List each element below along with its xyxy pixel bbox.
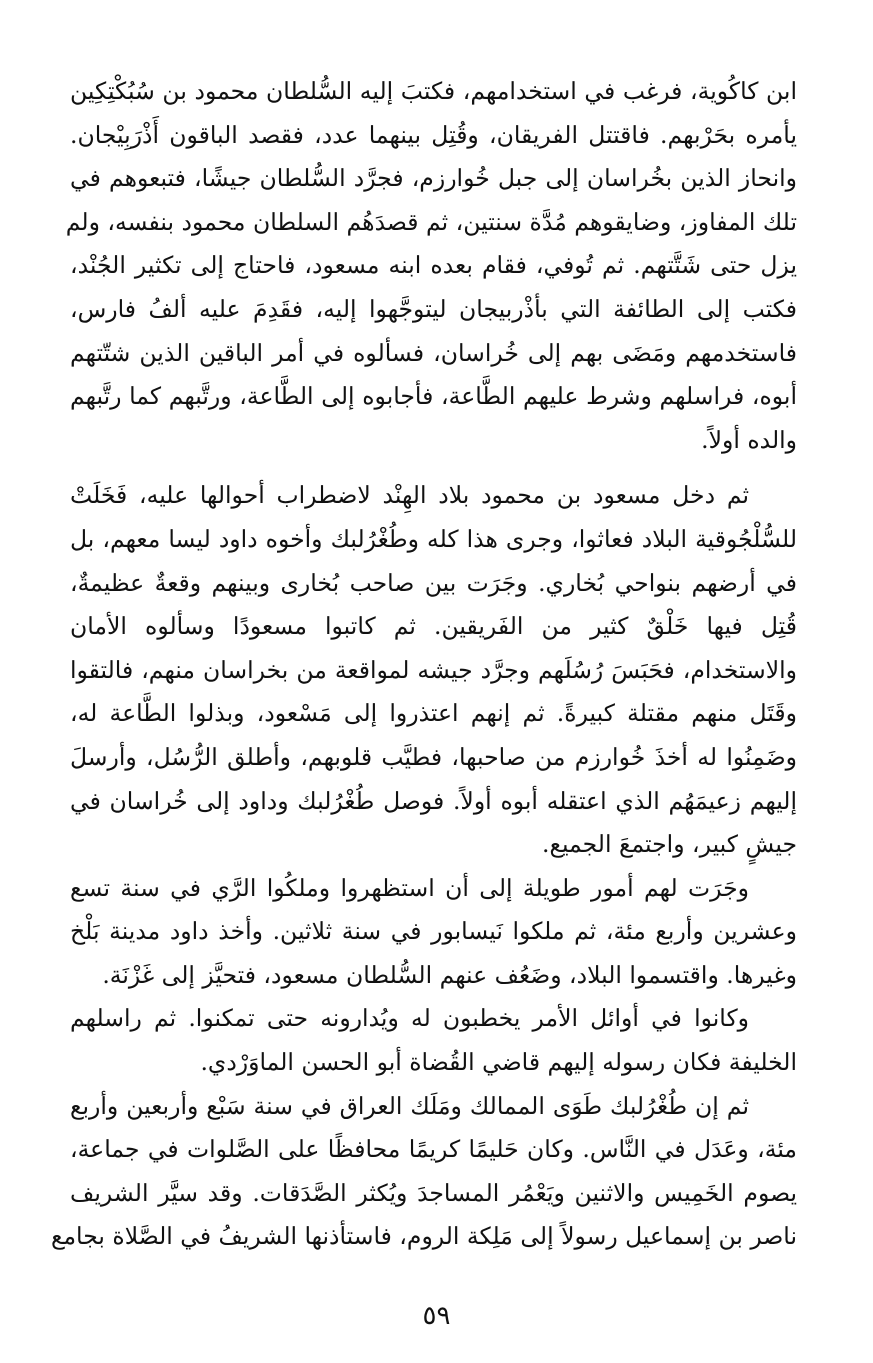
text-line: وجَرَت لهم أمور طويلة إلى أن استظهروا وملكُوا الرَّي في سنة تسع (70, 873, 749, 902)
text-line: للسُّلْجُوقية البلاد فعاثوا، وجرى هذا كله وطُغْرُلبك وأخوه داود ليسا معهم، بل (70, 524, 797, 553)
text-line: قُتِل فيها خَلْقٌ كثير من الفَريقين. ثم كاتبوا مسعودًا وسألوه الأمان (70, 612, 797, 641)
text-line: وانحاز الذين بخُراسان إلى جبل خُوارزم، فجرَّد السُّلطان جيشًا، فتبعوهم في (70, 164, 797, 193)
text-line: ثم دخل مسعود بن محمود بلاد الهِنْد لاضطراب أحوالها عليه، فَخَلَتْ (70, 481, 749, 510)
paragraph-gap (70, 462, 797, 474)
text-line: وعشرين وأربع مئة، ثم ملكوا نَيسابور في سنة ثلاثين. وأخذ داود مدينة بَلْخ (70, 917, 797, 946)
text-line: وضَمِنُوا له أخذَ خُوارزم من صاحبها، فطيَّب قلوبهم، وأطلق الرُّسُل، وأرسلَ (70, 742, 797, 771)
text-line: وقَتَل منهم مقتلة كبيرةً. ثم إنهم اعتذروا إلى مَسْعود، وبذلوا الطَّاعة له، (70, 699, 797, 728)
paragraph-3 (70, 867, 797, 998)
text-line: جيشٍ كبير، واجتمعَ الجميع. (541, 830, 797, 859)
text-line: أبوه، فراسلهم وشرط عليهم الطَّاعة، فأجابوه إلى الطَّاعة، ورتَّبهم كما رتَّبهم (70, 382, 797, 411)
body-text (50, 70, 797, 1259)
text-line: والاستخدام، فحَبَسَ رُسُلَهم وجرَّد جيشه لمواقعة من بخراسان منهم، فالتقوا (70, 655, 797, 684)
text-line: فاستخدمهم ومَضَى بهم إلى خُراسان، فسألوه في أمر الباقين الذين شتّتهم (70, 338, 797, 367)
text-line: ثم إن طُغْرُلبك طَوَى الممالك ومَلَك العراق في سنة سَبْع وأربعين وأربع (70, 1091, 749, 1120)
text-line: يصوم الخَمِيس والاثنين ويَعْمُر المساجدَ ويُكثر الصَّدَقات. وقد سيَّر الشريف (70, 1178, 797, 1207)
page-number: ٥٩ (422, 1301, 451, 1331)
text-line: وغيرها. واقتسموا البلاد، وضَعُف عنهم السُّلطان مسعود، فتحيَّز إلى غَزْنَة. (102, 960, 797, 989)
text-line: مئة، وعَدَل في النَّاس. وكان حَليمًا كريمًا محافظًا على الصَّلوات في جماعة، (70, 1135, 797, 1164)
text-line: تلك المفاوز، وضايقوهم مُدَّة سنتين، ثم قصدَهُم السلطان محمود بنفسه، ولم (65, 207, 797, 236)
text-line: ابن كاكُوية، فرغب في استخدامهم، فكتبَ إليه السُّلطان محمود بن سُبُكْتِكِين (70, 77, 797, 105)
paragraph-2 (70, 474, 797, 866)
text-line: الخليفة فكان رسوله إليهم قاضي القُضاة أبو الحسن الماوَرْدي. (200, 1048, 797, 1077)
paragraph-1 (65, 70, 797, 462)
paragraph-4 (70, 997, 797, 1084)
text-line: فكتب إلى الطائفة التي بأذْربيجان ليتوجَّهوا إليه، فقَدِمَ عليه ألفُ فارس، (70, 294, 797, 323)
paragraph-5 (50, 1085, 797, 1259)
text-line: في أرضهم بنواحي بُخاري. وجَرَت بين صاحب بُخارى وبينهم وقعةٌ عظيمةٌ، (70, 568, 797, 597)
text-line: يأمره بحَرْبهم. فاقتتل الفريقان، وقُتِل بينهما عدد، فقصد الباقون أَذْرَبِيْجان. (70, 120, 797, 149)
text-line: والده أولاً. (701, 425, 797, 454)
text-line: وكانوا في أوائل الأمر يخطبون له ويُدارونه حتى تمكنوا. ثم راسلهم (70, 1004, 749, 1033)
text-line: ناصر بن إسماعيل رسولاً إلى مَلِكة الروم، فاستأذنها الشريفُ في الصَّلاة بجامع (50, 1222, 797, 1251)
text-line: إليهم زعيمَهُم الذي اعتقله أبوه أولاً. فوصل طُغْرُلبك وداود إلى خُراسان في (70, 786, 797, 815)
text-line: يزل حتى شَتَّتهم. ثم تُوفي، فقام بعده ابنه مسعود، فاحتاج إلى تكثير الجُنْد، (70, 251, 797, 280)
